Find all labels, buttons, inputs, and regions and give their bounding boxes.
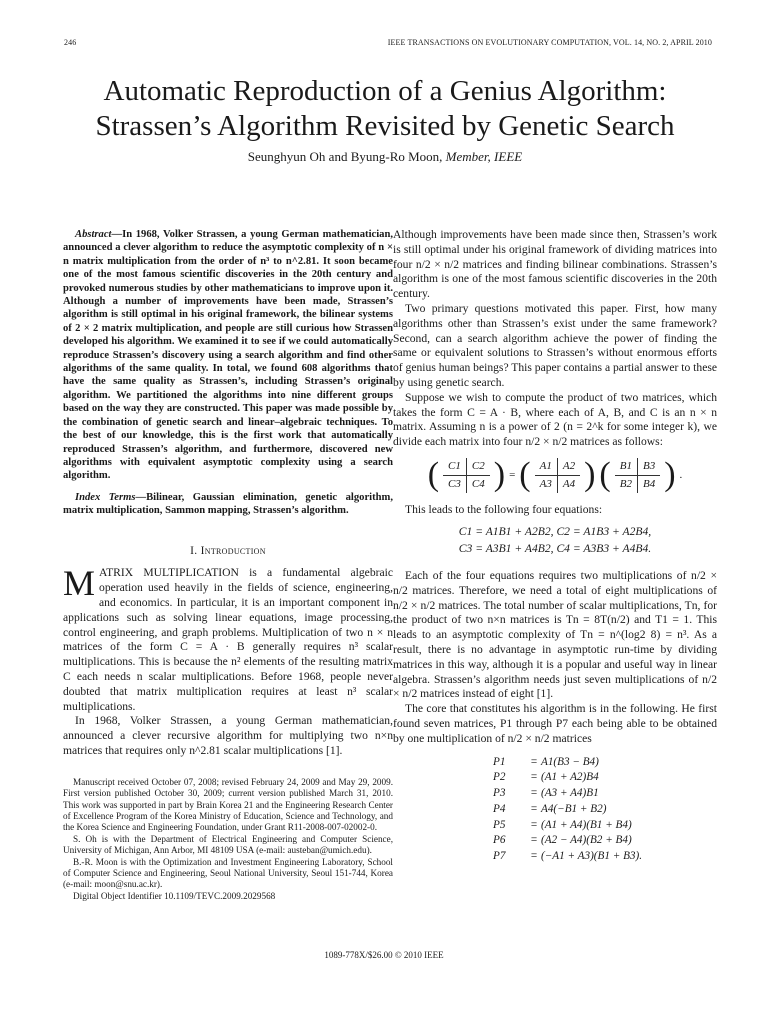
matrix-a xyxy=(535,458,580,493)
matrix-c-cell: C4 xyxy=(471,477,485,490)
matrix-a-cell: A3 xyxy=(535,476,558,493)
matrix-c-cell: C1 xyxy=(443,458,467,476)
product-lhs: P7 xyxy=(493,850,506,863)
product-lhs: P4 xyxy=(493,802,506,815)
matrix-a-cell: A1 xyxy=(535,458,558,476)
matrix-a-cell: A4 xyxy=(562,477,576,490)
matrix-b-cell: B2 xyxy=(615,476,638,493)
title-line-2: Strassen’s Algorithm Revisited by Genetic Search xyxy=(95,110,675,142)
product-lhs: P6 xyxy=(493,834,506,847)
product-rhs: (A1 + A2)B4 xyxy=(541,771,599,784)
running-head xyxy=(64,38,712,47)
matrix-c-cell: C3 xyxy=(443,476,467,493)
product-lhs: P5 xyxy=(493,818,506,831)
equation-line-2: C3 = A3B1 + A4B2, C4 = A3B3 + A4B4. xyxy=(458,542,652,556)
paper-title xyxy=(40,74,730,144)
period: . xyxy=(679,468,683,481)
product-lhs: P2 xyxy=(493,771,506,784)
index-terms xyxy=(63,491,393,518)
intro-p1-text: ATRIX MULTIPLICATION is a fundamental algebraic operation used heavily in the fields of science, engineering, and economics. In particular, it is an important component in applications such as solving linear equations, image processing, control engineering, and graph problems. Multiplication of two n × n matrices of the form C = A · B generally requires n³ scalar multiplications. This is because the n² elements of the resulting matrix C each needs n scalar multiplications. Before 1968, people never doubted that matrix multiplication requires at least n³ scalar multiplications. xyxy=(63,566,393,713)
product-rhs: A1(B3 − B4) xyxy=(541,755,599,768)
footnote-manuscript: Manuscript received October 07, 2008; revised February 24, 2009 and May 29, 2009. First version published October 30, 2009; current version published March 31, 2010. This work was supported in part by Brain Korea 21 and the Engineering Research Center of Excellence Program of the Korea Ministry of Education, Science and Technology, and the Korea Science and Engineering Foundation, under Grant R11-2008-007-02002-0. xyxy=(63,776,393,833)
footnotes xyxy=(63,777,393,902)
right-paragraph-1: Although improvements have been made since then, Strassen’s work is still optimal under his original framework of dividing matrices into four n/2 × n/2 matrices and finding bilinear combinations. Strassen’s algorithm is one of the most famous scientific discoveries in the 20th century. xyxy=(393,228,717,301)
title-line-1: Automatic Reproduction of a Genius Algorithm: xyxy=(103,75,667,107)
matrix-b-cell: B1 xyxy=(615,458,638,476)
right-paren: ) xyxy=(493,456,506,494)
journal-line: IEEE TRANSACTIONS ON EVOLUTIONARY COMPUTATION, VOL. 14, NO. 2, APRIL 2010 xyxy=(387,38,712,47)
right-paren: ) xyxy=(584,456,596,494)
equals-sign: = xyxy=(509,468,516,481)
intro-paragraph-1 xyxy=(63,566,393,714)
left-paren: ( xyxy=(427,456,440,494)
abstract xyxy=(63,228,393,483)
product-lhs: P3 xyxy=(493,787,506,800)
right-paragraph-3: Suppose we wish to compute the product of two matrices, which takes the form C = A · B, where each of A, B, and C is an n × n matrix. Assuming n is a power of 2 (n = 2^k for some integer k), we divide each matrix into four n/2 × n/2 matrices as follows: xyxy=(393,390,717,449)
right-paragraph-5: Each of the four equations requires two multiplications of n/2 × n/2 matrices. Therefore, we need a total of eight multiplications of n/2 × n/2 matrices. The total number of scalar multiplications, Tn, for the product of two n×n matrices is Tn = 8T(n/2) and T1 = 1. This leads to an asymptotic complexity of Tn = n^(log2 8) = n³. As a result, there is no advantage in asymptotic run-time by dividing matrices in this way, although it is a popular and useful way in linear algebra. Strassen’s algorithm needs just seven multiplications of n/2 × n/2 matrices instead of eight [1]. xyxy=(393,568,717,701)
right-paragraph-4: This leads to the following four equations: xyxy=(405,502,603,516)
right-paragraph-6: The core that constitutes his algorithm is in the following. He first found seven matrices, P1 through P7 each being able to be obtained by one multiplication of n/2 × n/2 matrices xyxy=(393,702,717,745)
product-lhs: P1 xyxy=(493,755,506,768)
section-heading: I. Introduction xyxy=(190,544,266,557)
page-number: 246 xyxy=(64,38,77,47)
right-column xyxy=(393,228,717,865)
matrix-b-cell: B4 xyxy=(642,477,656,490)
matrix-c-cell: C2 xyxy=(467,458,490,476)
abstract-lead: Abstract xyxy=(75,229,112,240)
equation-line-1: C1 = A1B1 + A2B2, C2 = A1B3 + A2B4, xyxy=(458,525,652,539)
copyright-footer: 1089-778X/$26.00 © 2010 IEEE xyxy=(324,950,444,960)
author-names: Seunghyun Oh and Byung-Ro Moon, xyxy=(247,149,443,164)
index-terms-text: —Bilinear, Gaussian elimination, genetic algorithm, matrix multiplication, Sammon mapping, Strassen’s algorithm. xyxy=(63,491,393,517)
left-paren: ( xyxy=(599,456,611,494)
author-suffix: Member, IEEE xyxy=(445,149,523,164)
dropcap: M xyxy=(63,566,96,604)
matrix-b-cell: B3 xyxy=(638,458,660,476)
product-rhs: (A1 + A4)(B1 + B4) xyxy=(541,818,632,831)
product-rhs: (A3 + A4)B1 xyxy=(541,787,599,800)
right-paragraph-2: Two primary questions motivated this paper. First, how many algorithms other than Strassen’s exist under the same framework? Second, can a search algorithm achieve the power of finding the same or equivalent solutions to Strassen’s without enormous efforts of genius human beings? This paper contains a partial answer to these by using genetic search. xyxy=(393,301,717,389)
product-rhs: (−A1 + A3)(B1 + B3). xyxy=(541,850,643,863)
footnote-doi: Digital Object Identifier 10.1109/TEVC.2009.2029568 xyxy=(73,890,276,901)
block-matrix-equation xyxy=(393,458,717,493)
right-paren: ) xyxy=(664,456,676,494)
left-column xyxy=(63,228,393,902)
footnote-moon: B.-R. Moon is with the Optimization and Investment Engineering Laboratory, School of Computer Science and Engineering, Seoul National University, Seoul 151-744, Korea (e-mail: moon@snu.ac.kr). xyxy=(63,856,393,890)
product-rhs: A4(−B1 + B2) xyxy=(541,802,607,815)
index-terms-lead: Index Terms xyxy=(75,491,136,503)
four-equations xyxy=(393,525,717,557)
matrix-c xyxy=(443,458,490,493)
authors xyxy=(40,149,730,165)
left-paren: ( xyxy=(519,456,531,494)
strassen-products: P1 = A1(B3 − B4) P2 = (A1 + A2)B4 P3 = (A3 + A4)B1 P4 = A4(−B1 + B2) P5 = (A1 + A4)(B1 + B4) P6 = (A2 − A4)(B2 + B4) P7 = (−A1 + A3)(B1 + B3). xyxy=(493,755,717,866)
intro-paragraph-2: In 1968, Volker Strassen, a young German mathematician, announced a clever recursive algorithm for multiplying two n×n matrices that requires only n^2.81 scalar multiplications [1]. xyxy=(63,714,393,757)
abstract-text: —In 1968, Volker Strassen, a young German mathematician, announced a clever algorithm to reduce the asymptotic complexity of n × n matrix multiplication from the order of n³ to n^2.81. It soon became one of the most famous scientific discoveries in the 20th century and provoked numerous studies by other mathematicians to improve upon it. Although a number of improvements have been made, Strassen’s algorithm is still optimal in his original framework, the bilinear systems of 2 × 2 matrix multiplication, and people are still curious how Strassen developed his algorithm. We examined it to see if we could automatically reproduce Strassen’s discovery using a search algorithm and find other algorithms of the same quality. In total, we found 608 algorithms that have the same quality as Strassen’s, including Strassen’s original algorithm. We partitioned the algorithms into nine different groups based on the way they are constructed. This paper was made possible by the combination of genetic search and linear–algebraic techniques. To the best of our knowledge, this is the first work that automatically reproduced Strassen’s algorithm, and furthermore, discovered new algorithms with equivalent asymptotic complexity using a search algorithm. xyxy=(63,229,393,482)
product-rhs: (A2 − A4)(B2 + B4) xyxy=(541,834,632,847)
matrix-a-cell: A2 xyxy=(558,458,580,476)
footnote-oh: S. Oh is with the Department of Electrical Engineering and Computer Science, University of Michigan, Ann Arbor, MI 48109 USA (e-mail: austeban@umich.edu). xyxy=(63,833,393,856)
matrix-b xyxy=(615,458,660,493)
